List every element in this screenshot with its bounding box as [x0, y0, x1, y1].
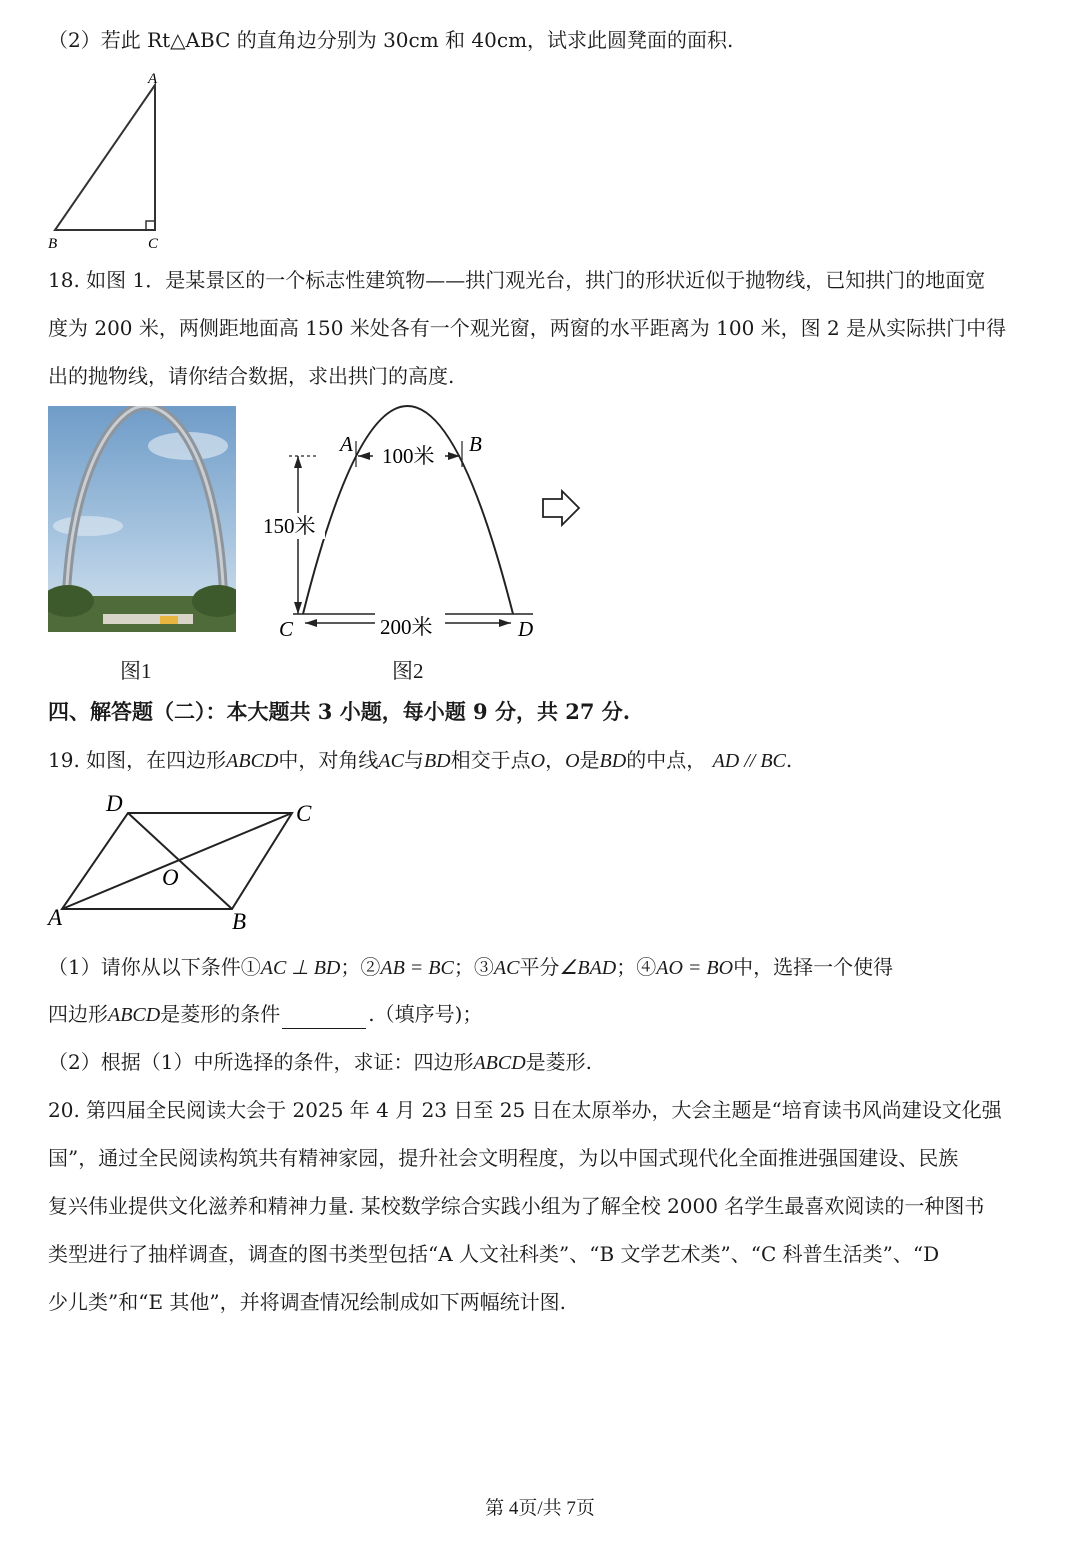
- right-triangle-figure: [40, 70, 180, 255]
- label-150m: 150米: [263, 514, 316, 538]
- point-label-c: C: [279, 617, 294, 641]
- quad-label-c: C: [296, 801, 312, 826]
- q19-part1-line1: （1）请你从以下条件①AC ⊥ BD；②AB = BC；③AC平分∠BAD；④AO = BO中，选择一个使得: [48, 955, 894, 979]
- quad-label-a: A: [48, 905, 63, 930]
- figure1-caption: 图1: [120, 659, 152, 683]
- q20-line-4: 类型进行了抽样调查，调查的图书类型包括“A 人文社科类”、“B 文学艺术类”、“C 科普生活类”、“D: [48, 1242, 940, 1266]
- triangle-label-c: C: [148, 236, 159, 252]
- point-label-b: B: [469, 432, 482, 456]
- arch-photo: [48, 406, 236, 632]
- quad-label-d: D: [106, 791, 123, 816]
- figure2-caption: 图2: [392, 659, 424, 683]
- q19-intro: 19. 如图，在四边形ABCD中，对角线AC与BD相交于点O，O是BD的中点， AD // BC.: [48, 748, 793, 772]
- quad-label-o: O: [162, 865, 179, 890]
- diagonal-bd: [128, 813, 232, 909]
- point-label-a: A: [340, 432, 353, 456]
- q17-part2-text: （2）若此 Rt△ABC 的直角边分别为 30cm 和 40cm，试求此圆凳面的面积.: [48, 28, 734, 52]
- page-footer: 第 4页/共 7页: [485, 1498, 595, 1519]
- label-100m: 100米: [382, 444, 435, 468]
- q20-line-3: 复兴伟业提供文化滋养和精神力量. 某校数学综合实践小组为了解全校 2000 名学生最喜欢阅读的一种图书: [48, 1194, 985, 1218]
- point-label-d: D: [518, 617, 534, 641]
- q18-line-1: 18. 如图 1．是某景区的一个标志性建筑物——拱门观光台，拱门的形状近似于抛物线，已知拱门的地面宽: [48, 268, 986, 292]
- triangle-label-a: A: [148, 71, 158, 87]
- q19-part1-line2: 四边形ABCD是菱形的条件 .（填序号)；: [48, 1000, 482, 1029]
- q20-line-2: 国”，通过全民阅读构筑共有精神家园，提升社会文明程度，为以中国式现代化全面推进强国建设、民族: [48, 1146, 959, 1170]
- parabola-diagram: [255, 395, 545, 645]
- quad-label-b: B: [232, 909, 247, 934]
- q18-line-2: 度为 200 米，两侧距地面高 150 米处各有一个观光窗，两窗的水平距离为 100 米，图 2 是从实际拱门中得: [48, 316, 1007, 340]
- q18-line-3: 出的抛物线，请你结合数据，求出拱门的高度.: [48, 364, 455, 388]
- hollow-arrow-icon: [540, 488, 582, 528]
- q20-line-5: 少儿类”和“E 其他”，并将调查情况绘制成如下两幅统计图.: [48, 1290, 566, 1314]
- q20-line-1: 20. 第四届全民阅读大会于 2025 年 4 月 23 日至 25 日在太原举办，大会主题是“培育读书风尚建设文化强: [48, 1098, 1002, 1122]
- label-200m: 200米: [380, 615, 433, 639]
- q19-part2: （2）根据（1）中所选择的条件，求证：四边形ABCD是菱形.: [48, 1050, 593, 1074]
- quadrilateral-figure: [40, 785, 340, 935]
- answer-blank[interactable]: [282, 1008, 366, 1029]
- diagonal-ac: [62, 813, 292, 909]
- section-4-heading: 四、解答题（二）：本大题共 3 小题，每小题 9 分，共 27 分.: [48, 699, 631, 724]
- triangle-label-b: B: [48, 236, 58, 252]
- right-angle-marker: [146, 221, 155, 230]
